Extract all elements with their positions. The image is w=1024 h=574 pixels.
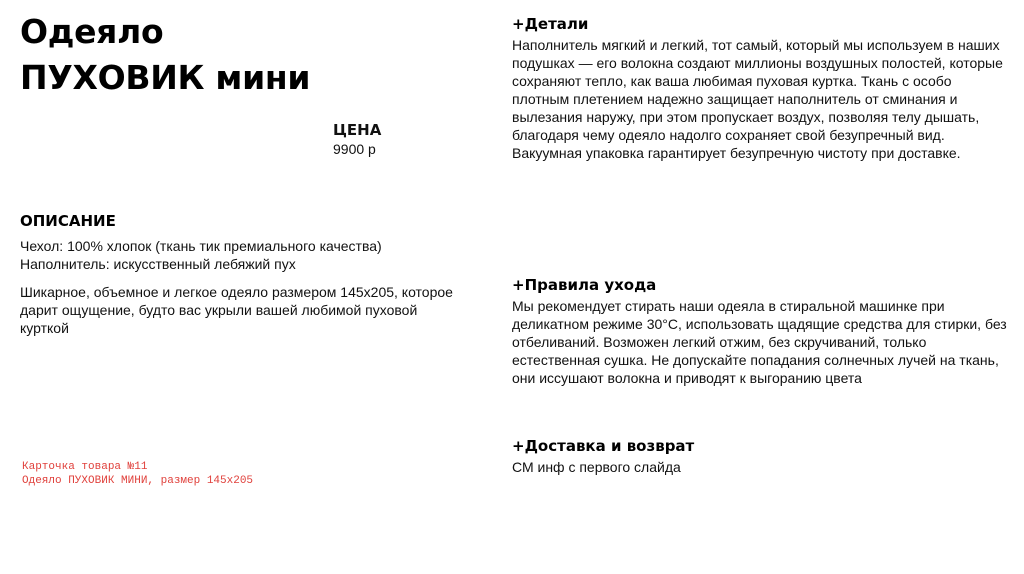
product-card-note: [22, 460, 253, 488]
details-section: [512, 14, 1010, 162]
care-text: Мы рекомендует стирать наши одеяла в стиральной машинке при деликатном режиме 30°С, использовать щадящие средства для стирки, без отбеливаний. Возможен легкий отжим, без скручиваний, только естественная сушка. Не допускайте попадания солнечных лучей на ткань, они иссушают волокна и приводят к выгоранию цвета: [512, 298, 1007, 386]
delivery-heading[interactable]: +Доставка и возврат: [512, 437, 695, 455]
care-heading[interactable]: +Правила ухода: [512, 276, 657, 294]
details-text: Наполнитель мягкий и легкий, тот самый, который мы используем в наших подушках — его волокна создают миллионы воздушных полостей, которые сохраняют тепло, как ваша любимая пуховая куртка. Ткань с особо плотным плетением надежно защищает наполнитель от сминания и вылезания наружу, при этом пропускает воздух, позволяя телу дышать, благодаря чему одеяло надолго сохраняет свой безупречный вид.: [512, 37, 1003, 143]
description-section: [20, 211, 480, 337]
product-title: [20, 9, 310, 101]
product-title-line1: Одеяло: [20, 12, 164, 51]
note-line-2: Одеяло ПУХОВИК МИНИ, размер 145х205: [22, 475, 254, 487]
description-cover-line: Чехол: 100% хлопок (ткань тик премиального качества): [20, 238, 382, 254]
product-title-line2: ПУХОВИК мини: [20, 58, 311, 97]
details-text-packaging: Вакуумная упаковка гарантирует безупречную чистоту при доставке.: [512, 145, 961, 161]
price-label: ЦЕНА: [333, 121, 382, 139]
note-line-1: Карточка товара №11: [22, 461, 148, 473]
care-section: [512, 275, 1010, 387]
delivery-section: [512, 436, 1010, 476]
delivery-text: СМ инф с первого слайда: [512, 459, 681, 475]
price-block: [333, 121, 381, 159]
description-heading: ОПИСАНИЕ: [20, 212, 116, 230]
details-heading[interactable]: +Детали: [512, 15, 589, 33]
description-filler-line: Наполнитель: искусственный лебяжий пух: [20, 256, 296, 272]
description-paragraph: Шикарное, объемное и легкое одеяло размером 145х205, которое дарит ощущение, будто вас укрыли вашей любимой пуховой курткой: [20, 284, 453, 336]
price-value: 9900 р: [333, 141, 376, 157]
